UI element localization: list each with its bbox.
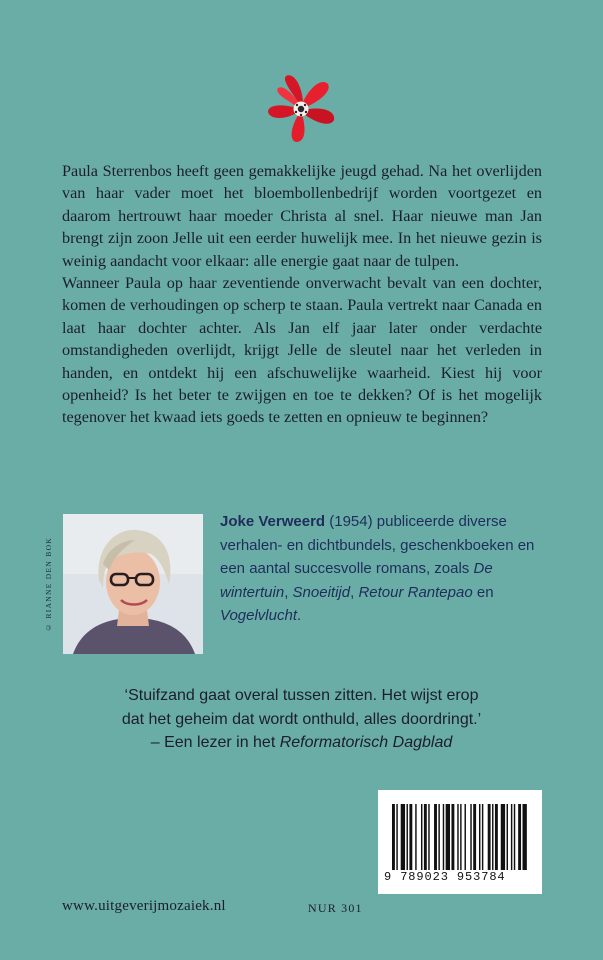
book-title: Retour Rantepao <box>358 583 473 601</box>
publisher-website-link[interactable]: www.uitgeverijmozaiek.nl <box>62 898 226 914</box>
barcode-bar <box>482 804 483 870</box>
quote-source-prefix: – Een lezer in het <box>150 734 280 751</box>
barcode-bar <box>511 804 512 870</box>
review-quote <box>40 684 563 755</box>
author-birth-year: (1954) <box>329 513 373 530</box>
barcode-bar <box>421 804 422 870</box>
barcode-bar <box>401 804 405 870</box>
tulip-flower-icon <box>262 72 340 146</box>
barcode-bar <box>470 804 471 870</box>
barcode-bar <box>415 804 416 870</box>
barcode-bar <box>479 804 480 870</box>
blurb-paragraph-2: Wanneer Paula op haar zeventiende onverwacht bevalt van een dochter, komen de verhoudingen op scherp te staan. Paula vertrekt naar Canada en laat haar dochter achter. Als Jan elf jaar later onder verdachte omstandigheden overlijdt, krijgt Jelle de sleutel naar het verleden in handen, en ontdekt hij een afschuwelijke waarheid. Kiest hij voor openheid? Is het beter te zwijgen en toe te dekken? Of is het mogelijk tegenover het kwaad iets goeds te zetten en opnieuw te beginnen? <box>62 274 542 427</box>
barcode-bar <box>460 804 461 870</box>
book-title: Vogelvlucht <box>220 607 297 625</box>
barcode-bar <box>392 804 395 870</box>
barcode-bar <box>473 804 476 870</box>
author-bio-text: publiceerde diverse verhalen- en dichtbundels, geschenkboeken en een aantal succesvolle romans, zoals <box>220 513 535 578</box>
isbn-barcode <box>378 790 542 894</box>
bio-and: en <box>472 583 494 601</box>
barcode-bar <box>451 804 454 870</box>
barcode-bar <box>514 804 515 870</box>
author-bio <box>220 510 550 628</box>
barcode-bar <box>495 804 498 870</box>
bio-separator: , <box>284 583 293 601</box>
quote-line-1: ‘Stuifzand gaat overal tussen zitten. Het wijst erop <box>124 687 479 704</box>
barcode-bar <box>409 804 412 870</box>
book-title: Snoeitijd <box>292 583 351 601</box>
barcode-bar <box>424 804 427 870</box>
barcode-bar <box>407 804 408 870</box>
barcode-bar <box>492 804 493 870</box>
blurb-paragraph-1: Paula Sterrenbos heeft geen gemakkelijke jeugd gehad. Na het overlijden van haar vader moet het bloembollenbedrijf worden voortgezet en daarom hertrouwt haar moeder Christa al snel. Haar nieuwe man Jan brengt zijn zoon Jelle uit een eerder huwelijk mee. In het nieuwe gezin is weinig aandacht voor elkaar: alle energie gaat naar de tulpen. <box>62 162 542 270</box>
barcode-bar <box>465 804 466 870</box>
barcode-bar <box>446 804 450 870</box>
barcode-bar <box>507 804 508 870</box>
barcode-bar <box>523 804 527 870</box>
barcode-bar <box>488 804 491 870</box>
quote-line-2: dat het geheim dat wordt onthuld, alles doordringt.’ <box>121 710 482 728</box>
book-title: De wintertuin <box>220 560 493 601</box>
barcode-bar <box>396 804 397 870</box>
back-cover-blurb <box>62 160 542 429</box>
bio-end: . <box>297 607 302 625</box>
barcode-bar <box>428 804 429 870</box>
bio-separator: , <box>350 583 359 601</box>
quote-source <box>40 731 563 755</box>
barcode-bars <box>392 804 528 870</box>
barcode-bar <box>518 804 521 870</box>
author-photo <box>63 514 203 654</box>
photo-credit: © RIANNE DEN BOK <box>44 536 53 632</box>
barcode-bar <box>457 804 458 870</box>
nur-code: NUR 301 <box>308 901 363 915</box>
isbn-number: 9 789023 953784 <box>384 870 506 884</box>
barcode-bar <box>434 804 437 870</box>
barcode-bar <box>501 804 505 870</box>
quote-source-paper: Reformatorisch Dagblad <box>279 734 453 751</box>
author-name: Joke Verweerd <box>220 513 326 530</box>
barcode-bar <box>443 804 444 870</box>
barcode-bar <box>438 804 439 870</box>
